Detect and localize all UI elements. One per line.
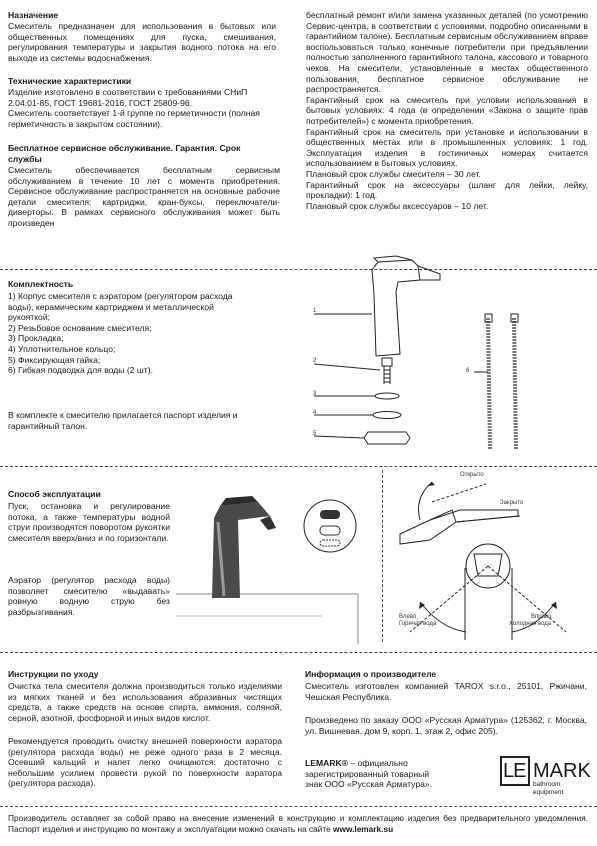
kit-exploded-illustration (300, 250, 550, 455)
divider (0, 652, 597, 653)
kit-note: В комплекте к смесителю прилагается паспорт изделия и гарантийный талон. (8, 410, 238, 431)
operation-body-1: Пуск, остановка и регулирование потока, а также температуры водной струи производятся поворотом рукоятки смесителя вверх/вниз и по горизонтали. (8, 501, 170, 543)
kit-list (8, 291, 288, 376)
handle-motion-diagram (390, 470, 590, 645)
part-label: 6 (466, 368, 470, 374)
part-label: 3 (313, 391, 317, 397)
footer-link[interactable]: www.lemark.su (333, 823, 394, 834)
warranty-body-left: Смеситель обеспечивается бесплатным сервисным обслуживанием в течение 10 лет с момента приобретения. Сервисное обслуживание распространяется на основные рабочие детали смесителя: картриджи, кран-буксы, переключатели-диверторы. В рамках сервисного обслуживания может быть произведен (8, 165, 280, 228)
divider (0, 806, 597, 807)
part-label: 2 (313, 358, 317, 364)
kit-item: 2) Резьбовое основание смесителя; (8, 322, 152, 333)
purpose-body: Смеситель предназначен для использования в бытовых или общественных помещениях для пуска, смешивания, регулирования температуры и закрытия водного потока на его выходе из системы водоснабжения. (8, 21, 276, 63)
faucet-illustration (172, 476, 372, 646)
footer-note (8, 813, 588, 834)
kit-title: Комплектность (8, 279, 74, 289)
operation-body-2: Аэратор (регулятор расхода воды) позволяет смесителю «выдавать» ровную водную струю без разбрызгивания. (8, 575, 170, 617)
label-open: Открыто (460, 472, 484, 478)
kit-item: 4) Уплотнительное кольцо; (8, 343, 116, 354)
care-body-2: Рекомендуется проводить очистку внешней поверхности аэратора (регулятора расхода воды) не реже одного раза в 2 месяца. Осевший кальций и налет легко очищаются: достаточно с небольшим усилием провести рукой по поверхности аэратора (регулятора расхода). (8, 736, 282, 789)
divider-vertical (382, 470, 383, 642)
purpose-title: Назначение (8, 10, 59, 20)
specs-title: Технические характеристики (8, 76, 132, 86)
part-label: 4 (313, 410, 317, 416)
kit-item: 5) Фиксирующая гайка; (8, 354, 101, 365)
label-right: Вправо (531, 614, 552, 620)
logo-word: MARK (533, 760, 591, 782)
manufacturer-body-2: Произведено по заказу ООО «Русская Арматура» (125362, г. Москва, ул. Вишневая, дом 9, корп. 1, этаж 2, офис 205). (305, 715, 587, 736)
label-left: Влево (399, 614, 417, 620)
warranty-title: Бесплатное сервисное обслуживание. Гарантия. Срок службы (8, 143, 241, 164)
operation-title: Способ эксплуатации (8, 489, 101, 499)
manufacturer-title: Информация о производителе (305, 669, 437, 679)
label-closed: Закрыто (500, 500, 524, 506)
label-cold: Холодная вода (509, 621, 552, 627)
part-label: 5 (313, 431, 317, 437)
part-label: 1 (313, 308, 317, 314)
divider (0, 466, 597, 467)
logo-letters: LE (503, 760, 526, 782)
kit-item: 3) Прокладка; (8, 333, 64, 344)
care-title: Инструкции по уходу (8, 669, 99, 679)
manufacturer-body-1: Смеситель изготовлен компанией TAROX s.r.o., 25101, Ржичани, Чешская Республика. (305, 681, 587, 702)
logo-sub: bathroom equipment (533, 781, 564, 796)
label-hot: Горячая вода (399, 621, 437, 627)
specs-body: Изделие изготовлено в соответствии с требованиями СНиП 2.04.01-85, ГОСТ 19681-2016, ГОСТ 25809-96. Смеситель соответствует 1-й группе по герметичности (полная герметичность в закрытом состоянии). (8, 87, 260, 129)
kit-item: 6) Гибкая подводка для воды (2 шт). (8, 365, 153, 376)
footer-text: Производитель оставляет за собой право на внесение изменений в конструкцию и комплектацию изделия без предварительного уведомления. Паспорт изделия и инструкцию по монтажу и эксплуатации можно скачать на сайте (8, 813, 588, 834)
warranty-body-right: бесплатный ремонт и/или замена указанных деталей (по усмотрению Сервис-центра, в соответствии с условиями, подробно описанными в гарантийном талоне). Бесплатным сервисным обслуживанием вправе воспользоваться только конечные потребители при предъявлении полностью заполненного гарантийного талона, кассового и товарного чеков. На смесители, установленные в местах общественного пользования, бесплатное сервисное обслуживание не распространяется. Гарантийный срок на смеситель при условии использования в бытовых условиях: 4 года (в определении «Закона о защите прав потребителей») с момента приобретения. Гарантийный срок на смеситель при установке и использовании в общественных местах или в промышленных условиях: 1 год. Эксплуатация изделия в гостиничных номерах считается использованием в бытовых условиях. Плановый срок службы смесителя – 30 лет. Гарантийный срок на аксессуары (шланг для лейки, лейку, прокладки): 1 год. Плановый срок службы аксессуаров – 10 лет. (306, 10, 588, 211)
care-body-1: Очистка тела смесителя должна производиться только изделиями из мягких тканей и без использования абразивных чистящих средств, а также средств на основе спирта, аммония, соляной, серной, азотной, фосфорной и иных видов кислот. (8, 681, 282, 723)
brand-description: – официально зарегистрированный товарный знак ООО «Русская Арматура». (305, 758, 433, 790)
kit-item: 1) Корпус смесителя с аэратором (регулятором расхода воды), керамическим картриджем и металлической рукояткой; (8, 291, 233, 323)
brand-name: LEMARK® (305, 758, 349, 768)
brand-note (305, 758, 475, 790)
lemark-logo (500, 756, 592, 796)
